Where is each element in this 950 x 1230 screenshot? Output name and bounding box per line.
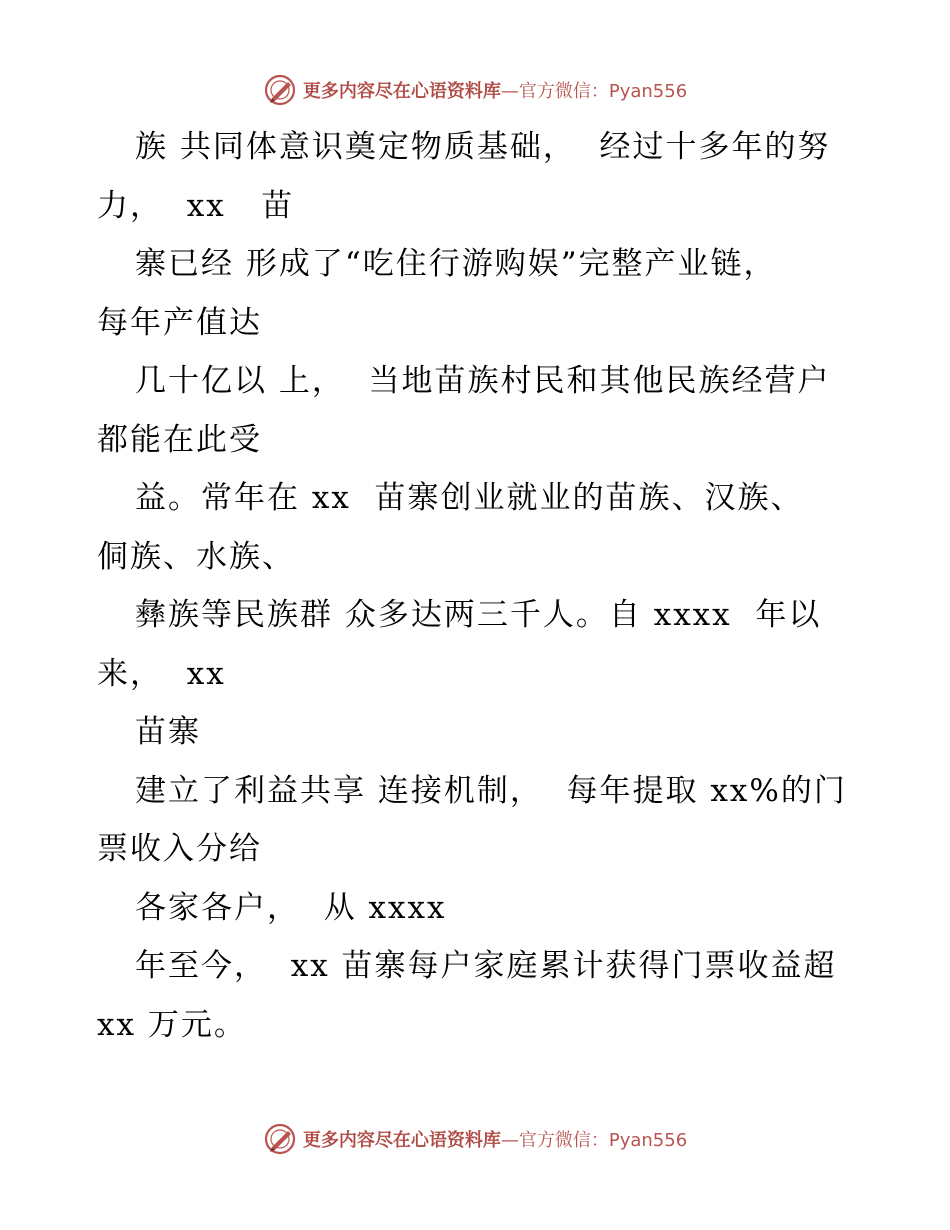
body-text-line: 族 共同体意识奠定物质基础， 经过十多年的努: [135, 129, 831, 165]
body-text-line: 建立了利益共享 连接机制， 每年提取 xx%的门: [135, 772, 847, 809]
body-text-line: 来， xx: [97, 655, 226, 692]
header-watermark-content: [263, 73, 687, 107]
watermark-text: [303, 77, 687, 103]
body-text-line: 苗寨: [135, 714, 201, 750]
watermark-secondary-text: 官方微信：: [518, 1130, 609, 1151]
watermark-main-text: 更多内容尽在心语资料库: [302, 1130, 501, 1151]
body-text-line: 彝族等民族群 众多达两三千人。自 xxxx 年以: [135, 597, 822, 633]
body-text-line: 每年产值达: [97, 304, 262, 341]
watermark-text: [303, 1126, 687, 1152]
body-text-line: 都能在此受: [97, 421, 262, 458]
footer-watermark-content: [263, 1122, 687, 1156]
body-text-line: 侗族、水族、: [97, 538, 295, 575]
body-text-line: 寨已经 形成了“吃住行游购娱”完整产业链，: [135, 246, 777, 282]
footer-watermark-banner: [0, 1119, 950, 1159]
header-watermark-banner: [0, 70, 950, 110]
watermark-wechat-id: Pyan556: [608, 1130, 688, 1151]
pen-circle-icon: [263, 1122, 297, 1156]
body-text-line: 各家各户， 从 xxxx: [135, 889, 447, 926]
body-text-line: 力， xx 苗: [97, 187, 295, 224]
body-text-line: 几十亿以 上， 当地苗族村民和其他民族经营户: [135, 363, 831, 399]
body-text-line: 益。常年在 xx 苗寨创业就业的苗族、汉族、: [135, 480, 804, 516]
watermark-wechat-id: Pyan556: [608, 81, 688, 102]
watermark-main-text: 更多内容尽在心语资料库: [302, 81, 501, 102]
watermark-separator: —: [500, 1130, 519, 1151]
body-text-line: 年至今， xx 苗寨每户家庭累计获得门票收益超: [135, 948, 837, 984]
body-text-line: 票收入分给: [97, 831, 262, 867]
watermark-secondary-text: 官方微信：: [518, 81, 609, 102]
pen-circle-icon: [263, 73, 297, 107]
watermark-separator: —: [500, 81, 519, 102]
body-text-line: xx 万元。: [97, 1006, 247, 1043]
document-body: [97, 118, 857, 1054]
